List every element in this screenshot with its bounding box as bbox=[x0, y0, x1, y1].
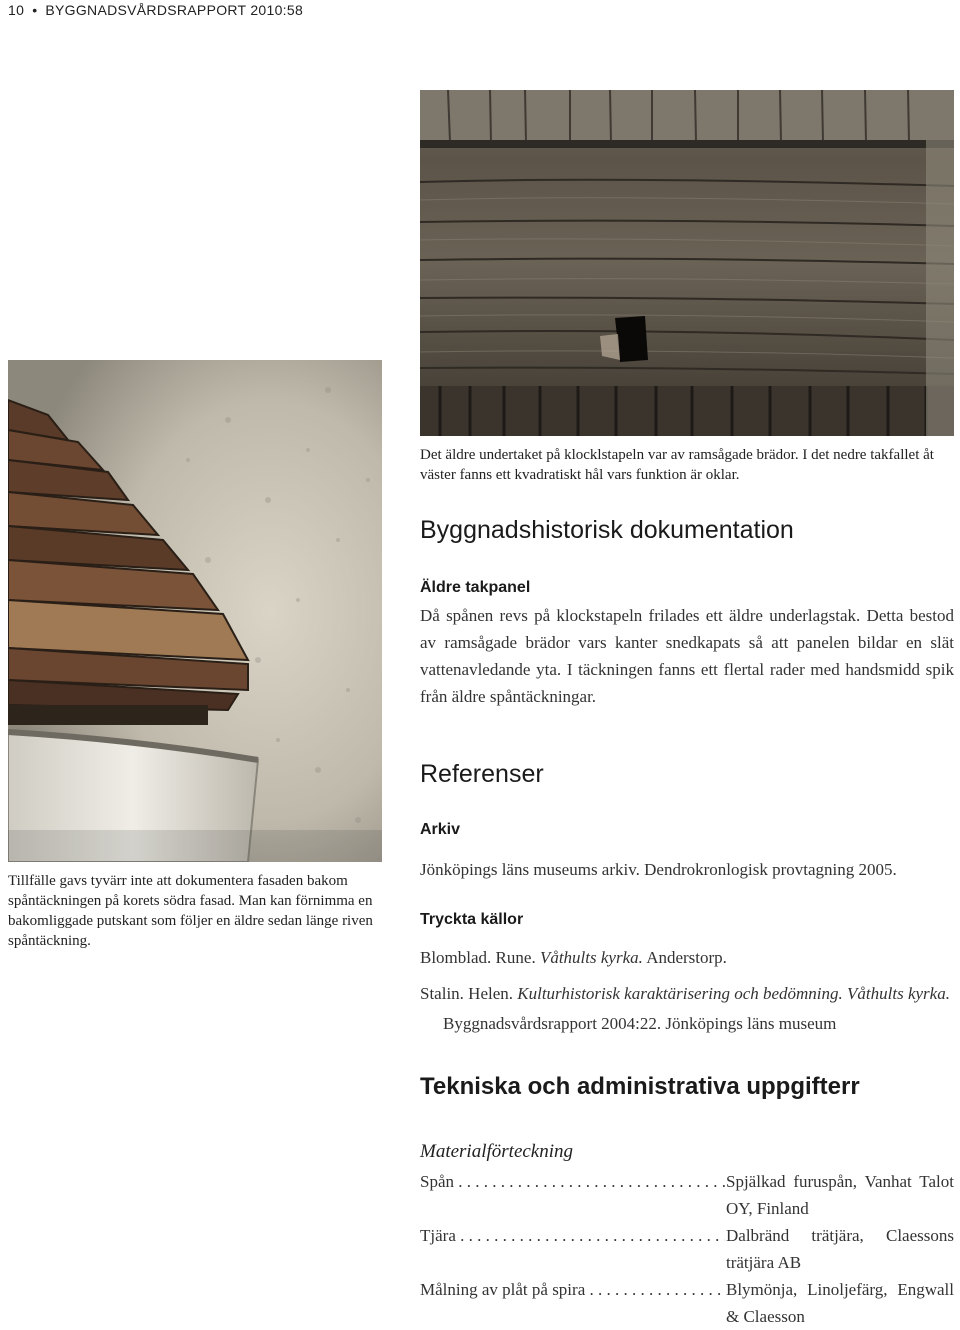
archive-entry: Jönköpings läns museums arkiv. Dendrokronlogisk provtagning 2005. bbox=[420, 860, 897, 879]
photo-shingle-facade bbox=[8, 360, 382, 862]
references-title: Referenser bbox=[420, 760, 544, 788]
paragraph-takpanel: Då spånen revs på klockstapeln frilades ett äldre underlagstak. Detta bestod av ramsågade brädor vars kanter snedkapats så att panelen bildar en slät vattenavledande yta. I täckningen fanns ett flertal rader med handsmidd spik från äldre spåntäckningar. bbox=[420, 606, 954, 706]
material-label: Målning av plåt på spira . . . bbox=[420, 1276, 725, 1303]
material-label: Spån . . . bbox=[420, 1168, 725, 1195]
reference-1-author: Blomblad. Rune. bbox=[420, 948, 536, 967]
header-separator: • bbox=[32, 2, 38, 18]
subheading-takpanel: Äldre takpanel bbox=[420, 579, 531, 596]
material-value: Dalbränd trätjära, Claessons trätjära AB bbox=[726, 1226, 954, 1272]
page-header bbox=[8, 2, 303, 18]
subheading-printed-sources: Tryckta källor bbox=[420, 911, 524, 928]
section-title: Byggnadshistorisk dokumentation bbox=[420, 516, 794, 544]
materials-heading: Materialförteckning bbox=[420, 1141, 574, 1162]
material-label: Tjära . . . bbox=[420, 1222, 725, 1249]
photo-shingle-facade-image bbox=[8, 360, 382, 862]
photo-roof-boards bbox=[420, 90, 954, 436]
reference-entry-1 bbox=[420, 944, 727, 971]
caption-roof-boards: Det äldre undertaket på klocklstapeln var av ramsågade brädor. I det nedre takfallet åt väster fanns ett kvadratiskt hål vars funktion är oklar. bbox=[420, 447, 934, 483]
material-value: Spjälkad furuspån, Vanhat Talot OY, Finland bbox=[726, 1172, 954, 1218]
running-title: BYGGNADSVÅRDSRAPPORT 2010:58 bbox=[45, 2, 304, 18]
subheading-archive: Arkiv bbox=[420, 821, 461, 838]
reference-entry-2 bbox=[420, 980, 950, 1007]
caption-shingle-facade: Tillfälle gavs tyvärr inte att dokumentera fasaden bakom spåntäckningen på korets södra fasad. Man kan förnimma en bakomliggade putskant som följer en äldre sedan länge riven spåntäckning. bbox=[8, 873, 373, 949]
reference-2-author: Stalin. Helen. bbox=[420, 984, 514, 1003]
material-value: Blymönja, Linoljefärg, Engwall & Claesson bbox=[726, 1280, 954, 1326]
reference-entry-2-continued: Byggnadsvårdsrapport 2004:22. Jönköpings läns museum bbox=[443, 1014, 837, 1033]
reference-1-place: Anderstorp. bbox=[646, 948, 727, 967]
reference-1-title: Våthults kyrka. bbox=[539, 948, 643, 967]
photo-roof-boards-image bbox=[420, 90, 954, 436]
page-number: 10 bbox=[8, 2, 25, 18]
technical-title: Tekniska och administrativa uppgifterr bbox=[420, 1073, 860, 1100]
reference-2-title: Kulturhistorisk karaktärisering och bedömning. Våthults kyrka. bbox=[517, 984, 950, 1003]
